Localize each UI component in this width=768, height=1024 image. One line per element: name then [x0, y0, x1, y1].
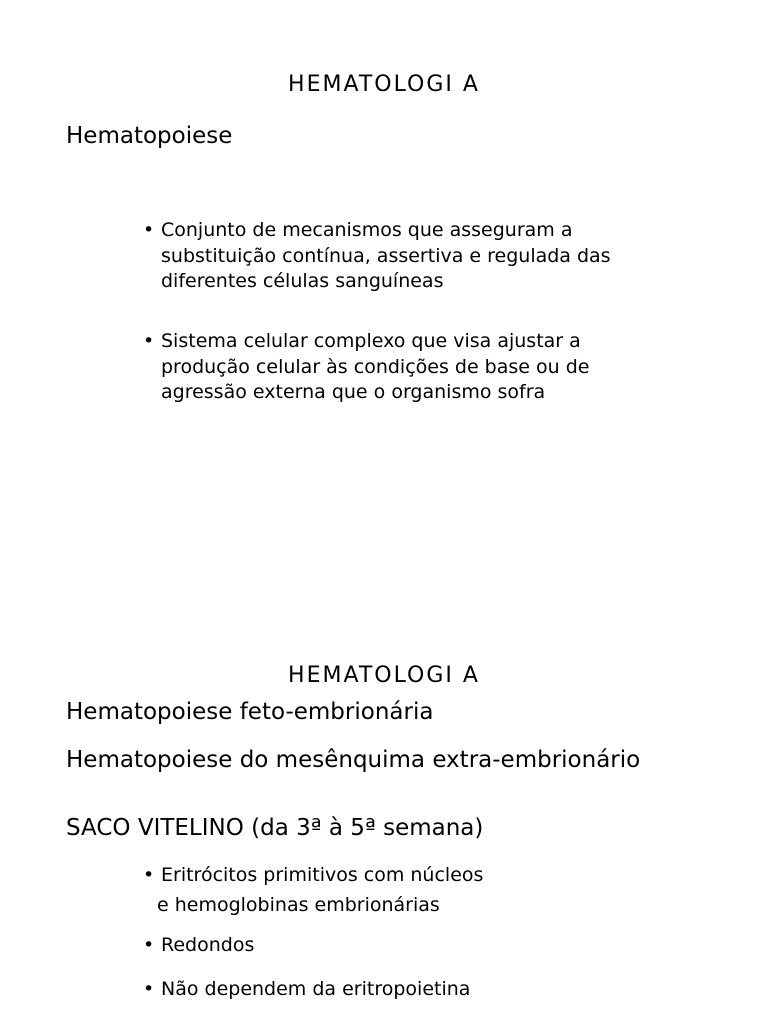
bullet-item	[143, 218, 611, 295]
bullet-line: Redondos	[161, 934, 255, 956]
bullet-dot-icon: •	[143, 219, 155, 241]
bullet-line: Eritrócitos primitivos com núcleos	[161, 864, 484, 886]
bullet-line: Não dependem da eritropoietina	[161, 978, 471, 1000]
bullet-line: Sistema celular complexo que visa ajustar a	[161, 330, 581, 352]
slide-title: HEMATOLOGI A	[288, 72, 480, 97]
section-heading: Hematopoiese feto-embrionária	[66, 699, 434, 725]
bullet-line: substituição contínua, assertiva e regulada das	[161, 244, 611, 267]
bullet-line: Conjunto de mecanismos que asseguram a	[161, 219, 573, 241]
bullet-item	[143, 860, 483, 920]
section-heading: SACO VITELINO (da 3ª à 5ª semana)	[66, 815, 484, 841]
slide-title: HEMATOLOGI A	[288, 663, 480, 688]
bullet-line: e hemoglobinas embrionárias	[157, 894, 440, 916]
bullet-dot-icon: •	[143, 934, 155, 956]
slide-2	[0, 620, 768, 1024]
bullet-item	[143, 933, 254, 959]
slide-subtitle: Hematopoiese	[66, 123, 233, 149]
bullet-item	[143, 977, 470, 1003]
section-heading: Hematopoiese do mesênquima extra-embrionário	[66, 747, 641, 773]
bullet-dot-icon: •	[143, 330, 155, 352]
bullet-line: diferentes células sanguíneas	[161, 270, 444, 292]
bullet-item	[143, 329, 589, 406]
bullet-dot-icon: •	[143, 978, 155, 1000]
bullet-line: produção celular às condições de base ou de	[161, 355, 590, 378]
bullet-line: agressão externa que o organismo sofra	[161, 381, 546, 403]
bullet-dot-icon: •	[143, 864, 155, 886]
